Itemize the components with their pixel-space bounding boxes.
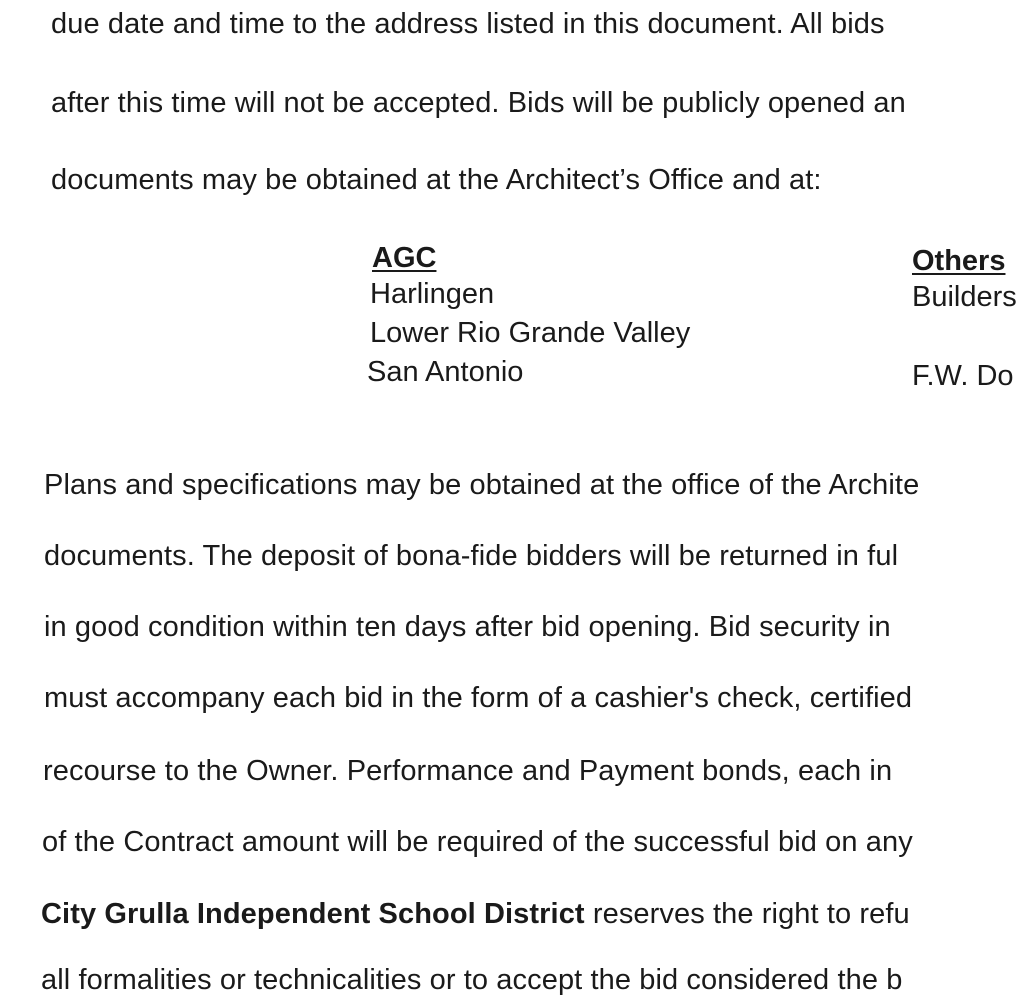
paragraph-2-line-8-cropped: all formalities or technicalities or to accept the bid considered the b (41, 964, 903, 996)
others-heading: Others (912, 245, 1006, 277)
paragraph-2-line-6: of the Contract amount will be required of the successful bid on any (42, 826, 913, 858)
paragraph-2-line-2: documents. The deposit of bona-fide bidders will be returned in ful (44, 540, 899, 572)
agc-heading: AGC (372, 242, 437, 274)
paragraph-2-line-1: Plans and specifications may be obtained at the office of the Archite (44, 469, 920, 501)
agc-item-lower-rio-grande-valley: Lower Rio Grande Valley (370, 317, 691, 349)
owner-line-rest: reserves the right to refu (584, 898, 910, 930)
others-item-builders: Builders (912, 281, 1017, 313)
owner-name: City Grulla Independent School District (41, 898, 585, 930)
paragraph-2-line-4: must accompany each bid in the form of a cashier's check, certified (44, 682, 913, 714)
paragraph-1-line-3: documents may be obtained at the Architect’s Office and at: (51, 164, 822, 196)
others-item-fw-dodge: F.W. Do (912, 360, 1014, 392)
paragraph-2-line-7 (41, 896, 910, 932)
agc-item-san-antonio: San Antonio (367, 356, 524, 388)
paragraph-1-line-1: due date and time to the address listed in this document. All bids (51, 8, 885, 40)
paragraph-2-line-5: recourse to the Owner. Performance and Payment bonds, each in (43, 755, 893, 787)
agc-item-harlingen: Harlingen (370, 278, 495, 310)
paragraph-1-line-2: after this time will not be accepted. Bids will be publicly opened an (51, 87, 906, 119)
paragraph-2-line-3: in good condition within ten days after bid opening. Bid security in (44, 611, 891, 643)
